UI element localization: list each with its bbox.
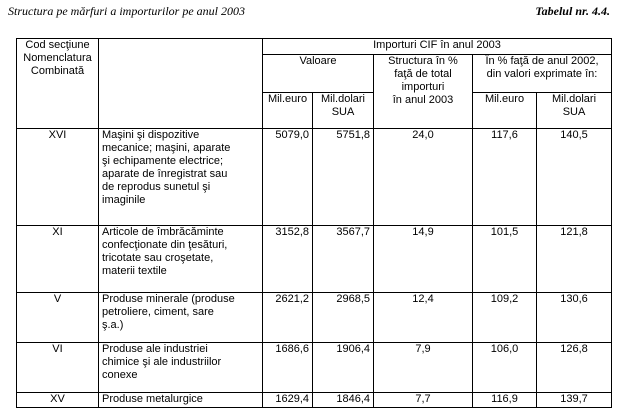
row-mil-usd: 1846,4 bbox=[313, 393, 374, 408]
row-description-line: petroliere, ciment, sare bbox=[102, 306, 214, 318]
row-description bbox=[99, 129, 263, 226]
row-pct-euro: 109,2 bbox=[473, 293, 537, 343]
row-code: XI bbox=[17, 226, 99, 293]
row-mil-usd: 2968,5 bbox=[313, 293, 374, 343]
row-description-line: confecţionate din ţesături, bbox=[102, 239, 228, 251]
row-mil-euro: 1686,6 bbox=[263, 343, 313, 393]
row-pct-usd: 121,8 bbox=[537, 226, 612, 293]
row-description-line: Produse metalurgice bbox=[102, 393, 203, 405]
header-code-line: Cod secţiune bbox=[25, 39, 90, 51]
row-pct-euro: 101,5 bbox=[473, 226, 537, 293]
row-code: XVI bbox=[17, 129, 99, 226]
header-pct-line: În % faţă de anul 2002, bbox=[485, 55, 599, 67]
row-description-line: tricotate sau croşetate, bbox=[102, 252, 214, 264]
row-description-line: de reprodus sunetul şi bbox=[102, 181, 211, 193]
table-row bbox=[17, 226, 612, 293]
row-mil-euro: 3152,8 bbox=[263, 226, 313, 293]
header-mil-dolari bbox=[313, 93, 374, 129]
row-description-line: Produse ale industriei bbox=[102, 343, 208, 355]
row-description bbox=[99, 343, 263, 393]
caption bbox=[8, 4, 610, 20]
table-row bbox=[17, 129, 612, 226]
row-description-line: chimice şi ale industriilor bbox=[102, 356, 222, 368]
header-code-line: Combinată bbox=[30, 65, 85, 77]
header-mil-euro: Mil.euro bbox=[263, 93, 313, 129]
header-mil-dolari-line: Mil.dolari bbox=[320, 93, 365, 105]
row-description bbox=[99, 293, 263, 343]
row-structure: 7,9 bbox=[374, 343, 473, 393]
header-structure-cell bbox=[374, 55, 473, 129]
row-mil-usd: 5751,8 bbox=[313, 129, 374, 226]
header-pct-line: din valori exprimate în: bbox=[486, 68, 598, 80]
header-pct-cell bbox=[473, 55, 612, 93]
row-pct-euro: 116,9 bbox=[473, 393, 537, 408]
header-row-1 bbox=[17, 39, 612, 55]
header-imports-cif: Importuri CIF în anul 2003 bbox=[263, 39, 612, 55]
table-row bbox=[17, 343, 612, 393]
row-description-line: Articole de îmbrăcăminte bbox=[102, 226, 224, 238]
row-description-line: conexe bbox=[102, 369, 138, 381]
row-description-line: materii textile bbox=[102, 265, 167, 277]
row-mil-euro: 1629,4 bbox=[263, 393, 313, 408]
header-mil-dolari-line: SUA bbox=[331, 106, 355, 118]
row-pct-euro: 117,6 bbox=[473, 129, 537, 226]
row-pct-usd: 140,5 bbox=[537, 129, 612, 226]
header-structure-line: importuri bbox=[401, 81, 445, 93]
row-code: XV bbox=[17, 393, 99, 408]
row-description-line: şi echipamente electrice; bbox=[102, 155, 224, 167]
table-row bbox=[17, 393, 612, 408]
row-code: V bbox=[17, 293, 99, 343]
table-row bbox=[17, 293, 612, 343]
row-mil-usd: 1906,4 bbox=[313, 343, 374, 393]
table-caption-title: Structura pe mărfuri a importurilor pe anul 2003 bbox=[8, 4, 246, 18]
header-mil-dolari-pct bbox=[537, 93, 612, 129]
row-structure: 14,9 bbox=[374, 226, 473, 293]
imports-table bbox=[16, 38, 612, 408]
table-number: Tabelul nr. 4.4. bbox=[535, 4, 610, 18]
row-description bbox=[99, 393, 263, 408]
row-mil-euro: 2621,2 bbox=[263, 293, 313, 343]
row-description-line: ş.a.) bbox=[102, 319, 124, 331]
header-mil-dolari-pct-line: SUA bbox=[562, 106, 586, 118]
row-structure: 24,0 bbox=[374, 129, 473, 226]
row-description-line: imaginile bbox=[102, 194, 146, 206]
row-description-line: Produse minerale (produse bbox=[102, 293, 235, 305]
row-pct-usd: 126,8 bbox=[537, 343, 612, 393]
header-structure-line: în anul 2003 bbox=[392, 94, 454, 106]
row-mil-euro: 5079,0 bbox=[263, 129, 313, 226]
row-structure: 7,7 bbox=[374, 393, 473, 408]
row-code: VI bbox=[17, 343, 99, 393]
header-structure-line: Structura în % bbox=[388, 55, 458, 67]
row-description bbox=[99, 226, 263, 293]
header-code-cell bbox=[17, 39, 99, 129]
row-description-line: mecanice; maşini, aparate bbox=[102, 142, 231, 154]
row-structure: 12,4 bbox=[374, 293, 473, 343]
row-description-line: aparate de înregistrat sau bbox=[102, 168, 228, 180]
row-pct-usd: 139,7 bbox=[537, 393, 612, 408]
header-mil-dolari-pct-line: Mil.dolari bbox=[552, 93, 597, 105]
row-mil-usd: 3567,7 bbox=[313, 226, 374, 293]
row-pct-usd: 130,6 bbox=[537, 293, 612, 343]
row-description-line: Maşini şi dispozitive bbox=[102, 129, 200, 141]
header-structure-line: faţă de total bbox=[394, 68, 452, 80]
header-mil-euro-pct: Mil.euro bbox=[473, 93, 537, 129]
header-code-line: Nomenclatura bbox=[23, 52, 92, 64]
header-valoare: Valoare bbox=[263, 55, 374, 93]
row-pct-euro: 106,0 bbox=[473, 343, 537, 393]
header-description-cell bbox=[99, 39, 263, 129]
